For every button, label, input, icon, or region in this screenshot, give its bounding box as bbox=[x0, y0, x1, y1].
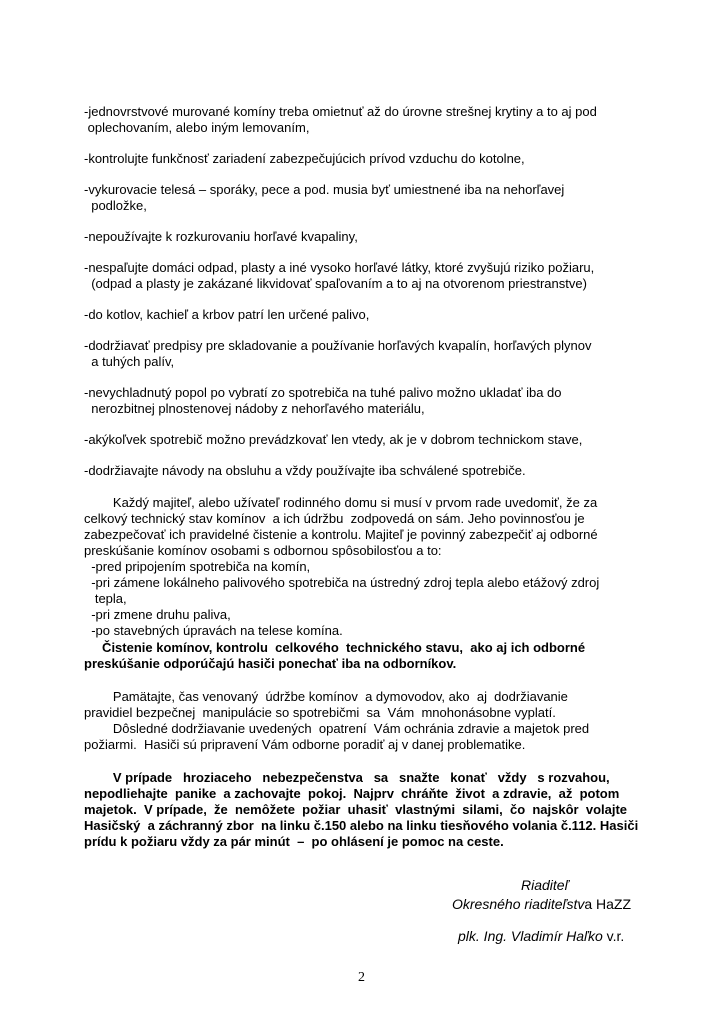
remember-paragraph-line-1: Pamätajte, čas venovaný údržbe komínov a dymovodov, ako aj dodržiavanie bbox=[84, 689, 568, 704]
remember-paragraph-line-3: Dôsledné dodržiavanie uvedených opatrení Vám ochránia zdravie a majetok pred bbox=[84, 721, 590, 736]
signature-title: Riaditeľ bbox=[521, 877, 569, 893]
bullet-7-line-1: -dodržiavať predpisy pre skladovanie a používanie horľavých kvapalín, horľavých plynov bbox=[84, 338, 592, 353]
bullet-8-line-1: -nevychladnutý popol po vybratí zo spotrebiča na tuhé palivo možno ukladať iba do bbox=[84, 385, 562, 400]
bullet-6-line-1: -do kotlov, kachieľ a krbov patrí len určené palivo, bbox=[84, 307, 370, 322]
danger-paragraph-line-4: Hasičský a záchranný zbor na linku č.150 alebo na linku tiesňového volania č.112. Hasiči bbox=[84, 818, 639, 833]
bullet-4-line-1: -nepoužívajte k rozkurovaniu horľavé kvapaliny, bbox=[84, 229, 358, 244]
bullet-5-line-2: (odpad a plasty je zakázané likvidovať spaľovaním a to aj na otvorenom priestranstve) bbox=[84, 276, 587, 291]
danger-paragraph-line-2: nepodliehajte panike a zachovajte pokoj. Najprv chráňte život a zdravie, až potom bbox=[84, 786, 620, 801]
bullet-2-line-1: -kontrolujte funkčnosť zariadení zabezpečujúcich prívod vzduchu do kotolne, bbox=[84, 151, 525, 166]
owner-paragraph-line-6: -pri zámene lokálneho palivového spotrebiča na ústredný zdroj tepla alebo etážový zdroj bbox=[84, 575, 600, 590]
bullet-10-line-1: -dodržiavajte návody na obsluhu a vždy používajte iba schválené spotrebiče. bbox=[84, 463, 526, 478]
owner-paragraph-line-2: celkový technický stav komínov a ich údržbu zodpovedá on sám. Jeho povinnosťou je bbox=[84, 511, 585, 526]
bullet-7-line-2: a tuhých palív, bbox=[84, 354, 175, 369]
signature-office-italic: Okresného riaditeľstv bbox=[452, 896, 585, 912]
bullet-1-line-2: oplechovaním, alebo iným lemovaním, bbox=[84, 120, 310, 135]
remember-paragraph-line-4: požiarmi. Hasiči sú pripravení Vám odborne poradiť aj v danej problematike. bbox=[84, 737, 526, 752]
owner-paragraph-line-9: -po stavebných úpravách na telese komína. bbox=[84, 623, 343, 638]
owner-paragraph-line-7: tepla, bbox=[84, 591, 127, 606]
bullet-5-line-1: -nespaľujte domáci odpad, plasty a iné vysoko horľavé látky, ktoré zvyšujú riziko požiaru, bbox=[84, 260, 595, 275]
bullet-8-line-2: nerozbitnej plnostenovej nádoby z nehorľavého materiálu, bbox=[84, 401, 425, 416]
signature-name-suffix: v.r. bbox=[602, 928, 625, 944]
signature-office bbox=[452, 896, 631, 912]
owner-paragraph-line-1: Každý majiteľ, alebo užívateľ rodinného domu si musí v prvom rade uvedomiť, že za bbox=[84, 495, 598, 510]
danger-paragraph-line-1: V prípade hroziaceho nebezpečenstva sa snažte konať vždy s rozvahou, bbox=[84, 770, 610, 785]
bold-notice-line-2: preskúšanie odporúčajú hasiči ponechať iba na odborníkov. bbox=[84, 656, 457, 671]
owner-paragraph-line-8: -pri zmene druhu paliva, bbox=[84, 607, 231, 622]
owner-paragraph-line-5: -pred pripojením spotrebiča na komín, bbox=[84, 559, 311, 574]
page-number: 2 bbox=[358, 970, 365, 985]
signature-name bbox=[458, 928, 624, 944]
remember-paragraph-line-2: pravidiel bezpečnej manipulácie so spotrebičmi sa Vám mnohonásobne vyplatí. bbox=[84, 705, 556, 720]
bullet-9-line-1: -akýkoľvek spotrebič možno prevádzkovať len vtedy, ak je v dobrom technickom stave, bbox=[84, 432, 583, 447]
bullet-3-line-1: -vykurovacie telesá – sporáky, pece a pod. musia byť umiestnené iba na nehorľavej bbox=[84, 182, 565, 197]
danger-paragraph-line-5: prídu k požiaru vždy za pár minút – po ohlásení je pomoc na ceste. bbox=[84, 834, 504, 849]
bold-notice-line-1: Čistenie komínov, kontrolu celkového technického stavu, ako aj ich odborné bbox=[84, 640, 586, 655]
owner-paragraph-line-3: zabezpečovať ich pravidelné čistenie a kontrolu. Majiteľ je povinný zabezpečiť aj odborné bbox=[84, 527, 598, 542]
danger-paragraph-line-3: majetok. V prípade, že nemôžete požiar uhasiť vlastnými silami, čo najskôr volajte bbox=[84, 802, 628, 817]
bullet-3-line-2: podložke, bbox=[84, 198, 147, 213]
signature-name-italic: plk. Ing. Vladimír Haľko bbox=[458, 928, 603, 944]
owner-paragraph-line-4: preskúšanie komínov osobami s odbornou spôsobilosťou a to: bbox=[84, 543, 442, 558]
signature-office-regular: a HaZZ bbox=[584, 896, 632, 912]
bullet-1-line-1: -jednovrstvové murované komíny treba omietnuť až do úrovne strešnej krytiny a to aj pod bbox=[84, 104, 597, 119]
